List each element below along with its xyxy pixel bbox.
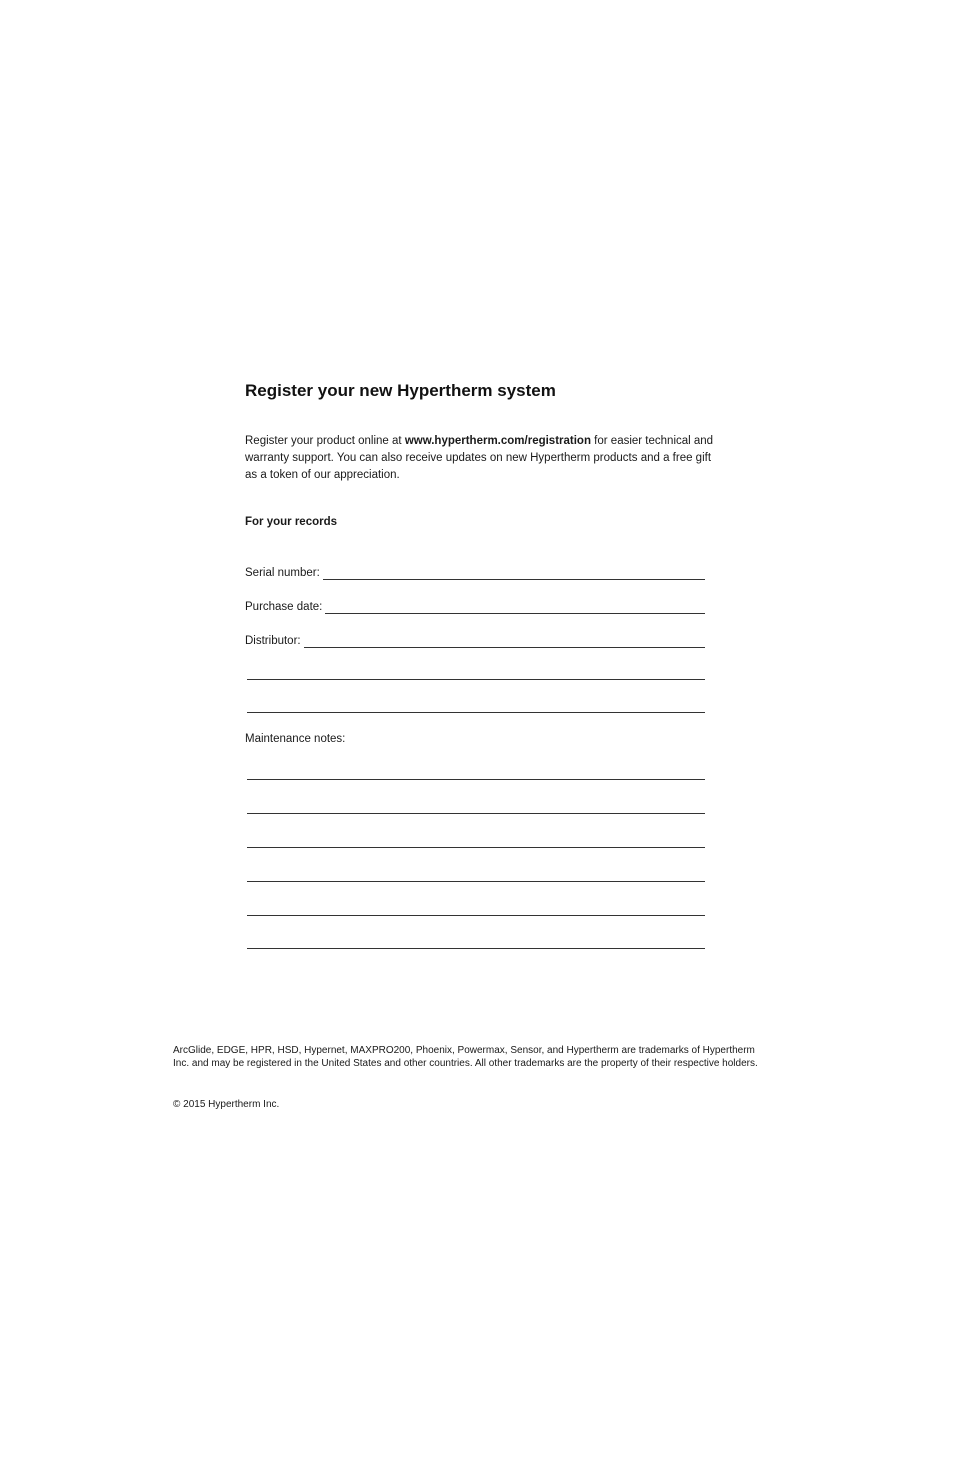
maintenance-line[interactable] [247,948,705,949]
serial-number-line[interactable] [323,565,705,580]
maintenance-line[interactable] [247,779,705,780]
copyright-notice: © 2015 Hypertherm Inc. [173,1099,280,1110]
purchase-date-line[interactable] [325,599,705,614]
purchase-date-field[interactable] [245,598,705,614]
maintenance-line[interactable] [247,847,705,848]
distributor-line-2[interactable] [247,679,705,680]
distributor-field[interactable] [245,632,705,648]
registration-intro [245,433,725,484]
maintenance-notes-label: Maintenance notes: [245,733,346,745]
maintenance-line[interactable] [247,813,705,814]
maintenance-line[interactable] [247,915,705,916]
distributor-line-3[interactable] [247,712,705,713]
records-heading: For your records [245,516,338,528]
registration-url[interactable]: www.hypertherm.com/registration [404,435,591,447]
serial-number-field[interactable] [245,564,705,580]
serial-number-label: Serial number: [245,567,320,579]
trademark-notice: ArcGlide, EDGE, HPR, HSD, Hypernet, MAXPRO200, Phoenix, Powermax, Sensor, and Hypertherm are trademarks of Hypertherm Inc. and may be registered in the United States and other countries. All other trademarks are the property of their respective holders. [173,1045,758,1069]
distributor-label: Distributor: [245,635,301,647]
page-title: Register your new Hypertherm system [245,381,556,400]
distributor-line[interactable] [304,633,705,648]
purchase-date-label: Purchase date: [245,601,323,613]
intro-text-after: for easier technical and warranty support. You can also receive updates on new Hypertherm products and a free gift as a token of our appreciation. [245,435,714,481]
intro-text-before: Register your product online at [245,435,405,447]
maintenance-line[interactable] [247,881,705,882]
